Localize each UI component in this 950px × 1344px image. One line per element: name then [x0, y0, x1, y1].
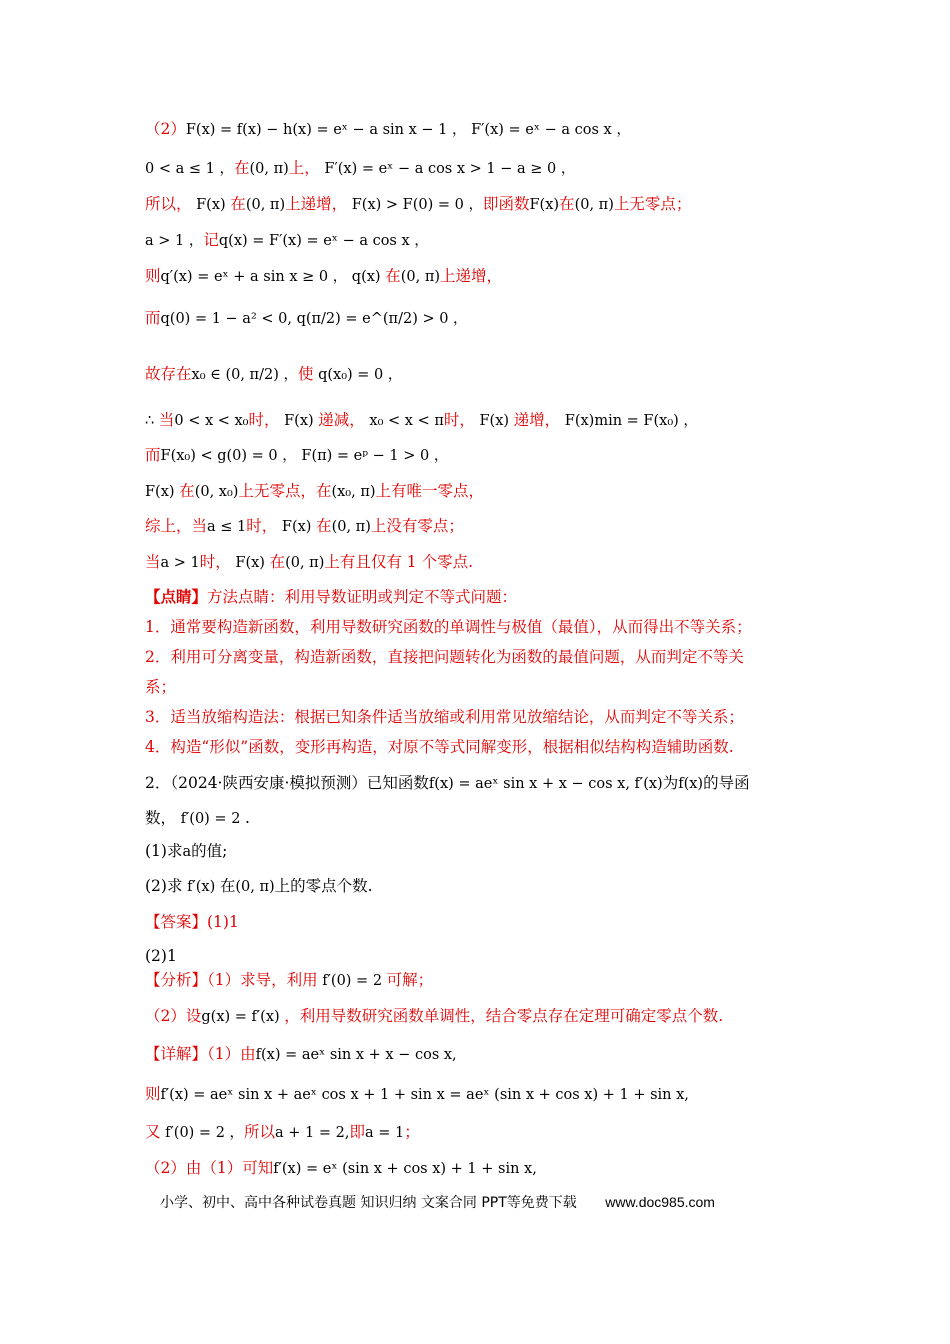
- math-expression: (0, π): [245, 197, 286, 213]
- text-span: 【详解】: [145, 1045, 208, 1063]
- text-span: 的导函: [703, 774, 750, 792]
- footer-url[interactable]: www.doc985.com: [605, 1194, 715, 1210]
- text-span: ，利用导数研究函数单调性，结合零点存在定理可确定零点个数.: [284, 1007, 724, 1025]
- text-span: 在: [179, 482, 195, 500]
- text-span: 【答案】(1)1: [145, 913, 239, 931]
- text-line-l15: [145, 646, 800, 668]
- math-expression: (0, π): [331, 519, 371, 535]
- math-expression: F(x) > F(0) = 0 ，: [347, 197, 483, 213]
- math-expression: F(x₀) < g(0) = 0 ， F(π) = eᵖ − 1 > 0 ，: [160, 448, 449, 464]
- text-span: （2）由（1）可知: [145, 1159, 274, 1177]
- math-expression: F(x): [145, 484, 180, 500]
- text-span: 2．（2024·陕西安康·模拟预测）已知函数: [145, 774, 429, 792]
- math-expression: a > 1: [160, 555, 200, 571]
- text-span: (1)求: [145, 842, 183, 860]
- math-expression: F(x): [277, 519, 317, 535]
- math-expression: 0 < x < x₀: [174, 413, 249, 429]
- text-span: (2)求: [145, 877, 183, 895]
- text-span: 上有唯一零点，: [375, 482, 485, 500]
- text-line-l2: [145, 157, 800, 180]
- math-expression: F(x): [529, 197, 560, 213]
- text-line-l7: [145, 363, 800, 386]
- math-expression: f′(x) = eˣ (sin x + cos x) + 1 + sin x,: [273, 1161, 537, 1177]
- text-line-l17: [145, 706, 800, 728]
- text-line-l3: [145, 193, 800, 216]
- text-span: 则: [145, 1085, 161, 1103]
- text-line-l12: [145, 551, 800, 574]
- math-expression: f(x) = aeˣ sin x + x − cos x,: [255, 1047, 457, 1063]
- text-line-l23: [145, 911, 800, 933]
- text-span: 即函数: [482, 195, 530, 213]
- text-span: 使: [297, 365, 314, 383]
- math-expression: a > 1 ，: [145, 233, 204, 249]
- text-line-l16: [145, 676, 800, 698]
- text-line-l13: [145, 586, 800, 608]
- text-line-l8: [145, 409, 800, 432]
- math-expression: q(0) = 1 − a² < 0, q(π/2) = e^(π/2) > 0 ，: [160, 311, 468, 327]
- math-expression: f′(x): [182, 879, 220, 895]
- text-line-l19: [145, 772, 800, 795]
- math-expression: F(x): [279, 413, 319, 429]
- math-expression: F′(x) = eˣ − a cos x > 1 − a ≥ 0 ，: [319, 161, 576, 177]
- text-span: 则: [145, 267, 161, 285]
- text-span: 递增，: [513, 411, 561, 429]
- math-expression: a ≤ 1: [207, 519, 247, 535]
- text-span: 记: [203, 231, 219, 249]
- text-line-l24: [145, 945, 800, 967]
- text-line-l26: [145, 1005, 800, 1028]
- text-span: 上递增，: [440, 267, 503, 285]
- text-span: 1．通常要构造新函数，利用导数研究函数的单调性与极值（最值），从而得出不等关系；: [145, 618, 752, 636]
- math-expression: a: [182, 844, 192, 860]
- text-span: 在: [230, 195, 246, 213]
- text-span: 故存在: [145, 365, 192, 383]
- text-line-l18: [145, 736, 800, 758]
- text-span: 在: [385, 267, 401, 285]
- text-span: 时，: [199, 553, 231, 571]
- text-span: 2．利用可分离变量，构造新函数，直接把问题转化为函数的最值问题，从而判定不等关: [145, 648, 744, 666]
- text-line-l6: [145, 307, 800, 330]
- math-expression: 0 < a ≤ 1 ，: [145, 161, 234, 177]
- text-line-l28: [145, 1083, 800, 1106]
- math-expression: (0, π): [235, 879, 275, 895]
- math-expression: q(x₀) = 0 ，: [313, 367, 403, 383]
- math-expression: (x₀, π): [331, 484, 376, 500]
- math-expression: f′(0) = 2: [317, 973, 387, 989]
- math-expression: F(x) = f(x) − h(x) = eˣ − a sin x − 1 ， F′(x) = eˣ − a cos x ，: [185, 122, 631, 138]
- math-expression: F(x): [191, 197, 231, 213]
- text-line-l21: [145, 840, 800, 863]
- text-span: 在: [219, 877, 236, 895]
- text-span: 在: [233, 159, 250, 177]
- math-expression: x₀ < x < π: [364, 413, 444, 429]
- text-span: （2）设: [145, 1007, 202, 1025]
- math-expression: f(x): [678, 776, 704, 792]
- text-line-l25: [145, 969, 800, 992]
- text-span: 可解；: [386, 971, 434, 989]
- math-expression: ∴: [145, 413, 159, 429]
- text-line-l1: [145, 118, 800, 141]
- math-expression: f′(0) = 2 ，: [160, 1125, 245, 1141]
- math-expression: (0, π): [574, 197, 614, 213]
- text-line-l22: [145, 875, 800, 898]
- footer-text: 小学、初中、高中各种试卷真题 知识归纳 文案合同 PPT等免费下载: [160, 1195, 577, 1211]
- text-span: (2)1: [145, 947, 177, 965]
- text-span: .: [245, 809, 250, 827]
- text-span: 时，: [443, 411, 475, 429]
- text-line-l30: [145, 1157, 800, 1180]
- text-span: 上有且仅有 1 个零点.: [324, 553, 474, 571]
- text-span: 在: [559, 195, 575, 213]
- text-span: 的值;: [191, 842, 228, 860]
- text-span: 【点睛】: [145, 587, 208, 606]
- text-span: 当: [158, 411, 175, 429]
- text-span: 又: [145, 1123, 161, 1141]
- text-span: 上，: [288, 159, 320, 177]
- text-span: 上的零点个数.: [274, 877, 373, 895]
- math-expression: a = 1: [365, 1125, 405, 1141]
- text-span: 在: [316, 517, 332, 535]
- math-expression: F(x)min = F(x₀) ，: [560, 413, 698, 429]
- text-span: 4．构造“形似”函数，变形再构造，对原不等式同解变形，根据相似结构构造辅助函数.: [145, 738, 734, 756]
- text-line-l10: [145, 480, 800, 503]
- text-line-l20: [145, 807, 800, 830]
- text-span: （1）由: [207, 1045, 256, 1063]
- text-span: 上没有零点；: [370, 517, 464, 535]
- text-span: 所以，: [145, 195, 192, 213]
- text-line-l29: [145, 1121, 800, 1144]
- math-expression: F(x): [230, 555, 270, 571]
- math-expression: g(x) = f′(x): [201, 1009, 285, 1025]
- text-line-l4: [145, 229, 800, 252]
- math-expression: q(x) = F′(x) = eˣ − a cos x ，: [218, 233, 429, 249]
- text-span: 上无零点；: [613, 195, 692, 213]
- math-expression: x₀ ∈ (0, π/2) ，: [191, 367, 298, 383]
- text-span: 3．适当放缩构造法：根据已知条件适当放缩或利用常见放缩结论，从而判定不等关系；: [145, 708, 744, 726]
- text-span: 【分析】: [145, 971, 208, 989]
- text-span: 方法点睛：利用导数证明或判定不等式问题：: [207, 588, 518, 606]
- text-span: 为: [662, 774, 679, 792]
- text-line-l27: [145, 1043, 800, 1066]
- text-span: 时，: [246, 517, 278, 535]
- text-span: 综上，当: [145, 517, 208, 535]
- text-span: 当: [145, 553, 161, 571]
- text-line-l5: [145, 265, 800, 288]
- text-span: 上递增，: [285, 195, 348, 213]
- text-span: （2）: [145, 120, 186, 138]
- text-span: 所以: [244, 1123, 276, 1141]
- text-span: ；: [404, 1123, 420, 1141]
- math-expression: f′(0) = 2: [176, 811, 246, 827]
- text-span: 系；: [145, 678, 177, 696]
- text-span: 即: [349, 1123, 366, 1141]
- math-expression: q′(x) = eˣ + a sin x ≥ 0 ， q(x): [160, 269, 386, 285]
- math-expression: f(x) = aeˣ sin x + x − cos x, f′(x): [428, 776, 663, 792]
- text-span: 时，: [248, 411, 280, 429]
- text-span: （1）求导，利用: [207, 971, 318, 989]
- text-span: 上无零点，在: [238, 482, 332, 500]
- text-span: 数，: [145, 809, 177, 827]
- math-expression: (0, π): [249, 161, 289, 177]
- math-expression: f′(x) = aeˣ sin x + aeˣ cos x + 1 + sin x = aeˣ (sin x + cos x) + 1 + sin x,: [160, 1087, 689, 1103]
- math-expression: (0, π): [400, 269, 441, 285]
- text-span: 在: [269, 553, 286, 571]
- text-line-l14: [145, 616, 800, 638]
- math-expression: a + 1 = 2,: [275, 1125, 350, 1141]
- text-span: 而: [145, 309, 161, 327]
- text-line-l11: [145, 515, 800, 538]
- text-line-l9: [145, 444, 800, 467]
- math-expression: (0, π): [285, 555, 325, 571]
- math-expression: (0, x₀): [194, 484, 239, 500]
- page-footer: [160, 1192, 715, 1212]
- text-span: 而: [145, 446, 161, 464]
- text-span: 递减，: [318, 411, 365, 429]
- math-expression: F(x): [474, 413, 514, 429]
